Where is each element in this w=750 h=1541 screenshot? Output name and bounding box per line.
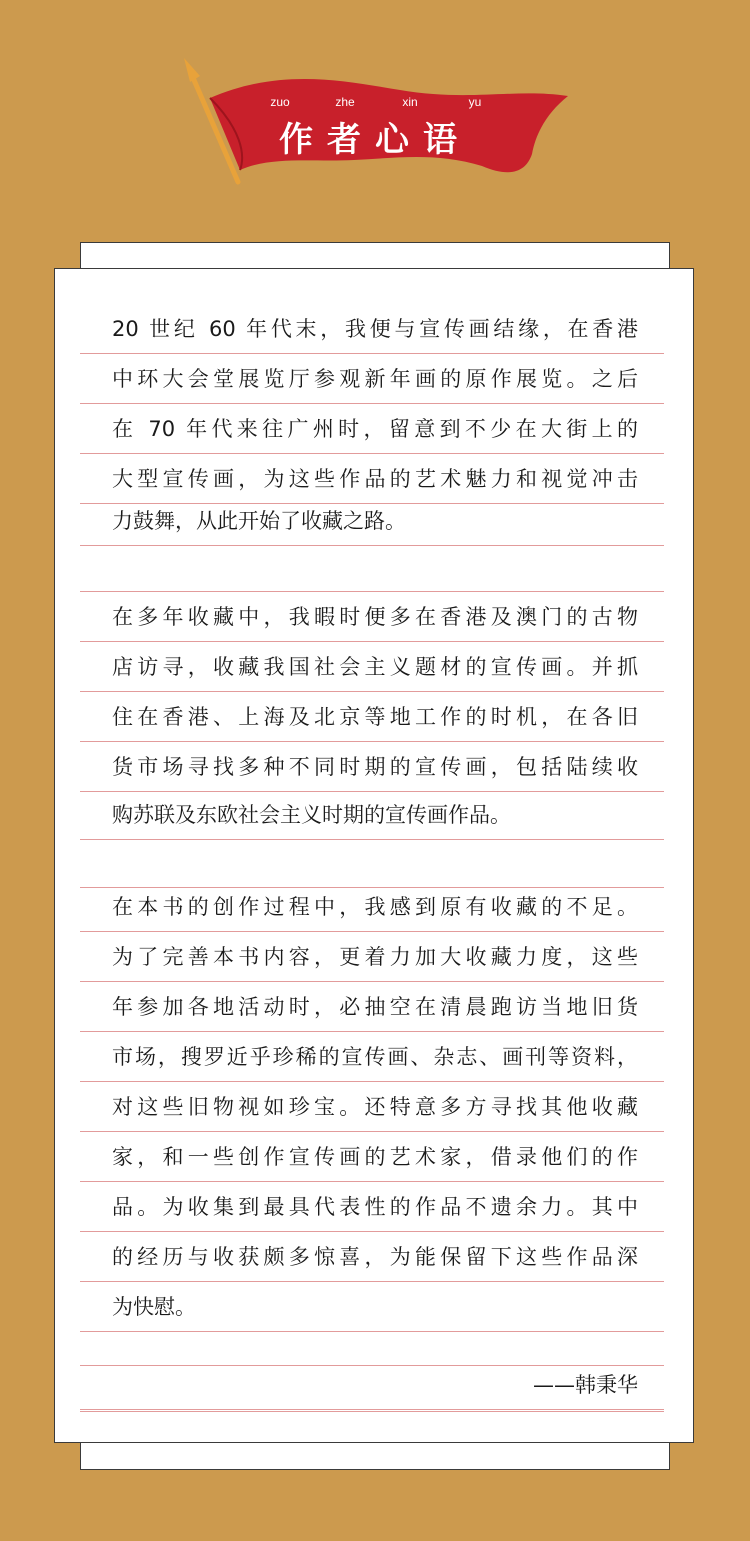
text-line: 购苏联及东欧社会主义时期的宣传画作品。 xyxy=(80,790,664,840)
text-line: 为快慰。 xyxy=(80,1282,664,1332)
title-pinyin xyxy=(255,95,495,111)
blank-rule xyxy=(80,542,664,592)
text-line: 为了完善本书内容，更着力加大收藏力度，这些 xyxy=(80,932,664,982)
text-line: 年参加各地活动时，必抽空在清晨跑访当地旧货 xyxy=(80,982,664,1032)
pinyin-syllable: xin xyxy=(402,95,418,109)
text-line: 在多年收藏中，我暇时便多在香港及澳门的古物 xyxy=(80,592,664,642)
text-line: 在本书的创作过程中，我感到原有收藏的不足。 xyxy=(80,882,664,932)
text-line: 20 世纪 60 年代末，我便与宣传画结缘，在香港 xyxy=(80,304,664,354)
text-line: 中环大会堂展览厅参观新年画的原作展览。之后 xyxy=(80,354,664,404)
text-line: 在 70 年代来往广州时，留意到不少在大街上的 xyxy=(80,404,664,454)
text-line: 力鼓舞，从此开始了收藏之路。 xyxy=(80,496,664,546)
pinyin-syllable: zhe xyxy=(335,95,355,109)
text-line: 品。为收集到最具代表性的作品不遗余力。其中 xyxy=(80,1182,664,1232)
text-line: 住在香港、上海及北京等地工作的时机，在各旧 xyxy=(80,692,664,742)
text-line: 对这些旧物视如珍宝。还特意多方寻找其他收藏 xyxy=(80,1082,664,1132)
blank-rule xyxy=(80,838,664,888)
page-title: 作者心语 xyxy=(279,120,471,160)
signature: ——韩秉华 xyxy=(80,1360,664,1410)
text-line: 家，和一些创作宣传画的艺术家，借录他们的作 xyxy=(80,1132,664,1182)
text-line: 店访寻，收藏我国社会主义题材的宣传画。并抓 xyxy=(80,642,664,692)
text-line: 的经历与收获颇多惊喜，为能保留下这些作品深 xyxy=(80,1232,664,1282)
pinyin-syllable: yu xyxy=(468,95,482,109)
text-line: 市场，搜罗近乎珍稀的宣传画、杂志、画刊等资料， xyxy=(80,1032,664,1082)
pinyin-syllable: zuo xyxy=(270,95,290,109)
text-line: 货市场寻找多种不同时期的宣传画，包括陆续收 xyxy=(80,742,664,792)
text-line: 大型宣传画，为这些作品的艺术魅力和视觉冲击 xyxy=(80,454,664,504)
blank-rule xyxy=(80,1316,664,1366)
